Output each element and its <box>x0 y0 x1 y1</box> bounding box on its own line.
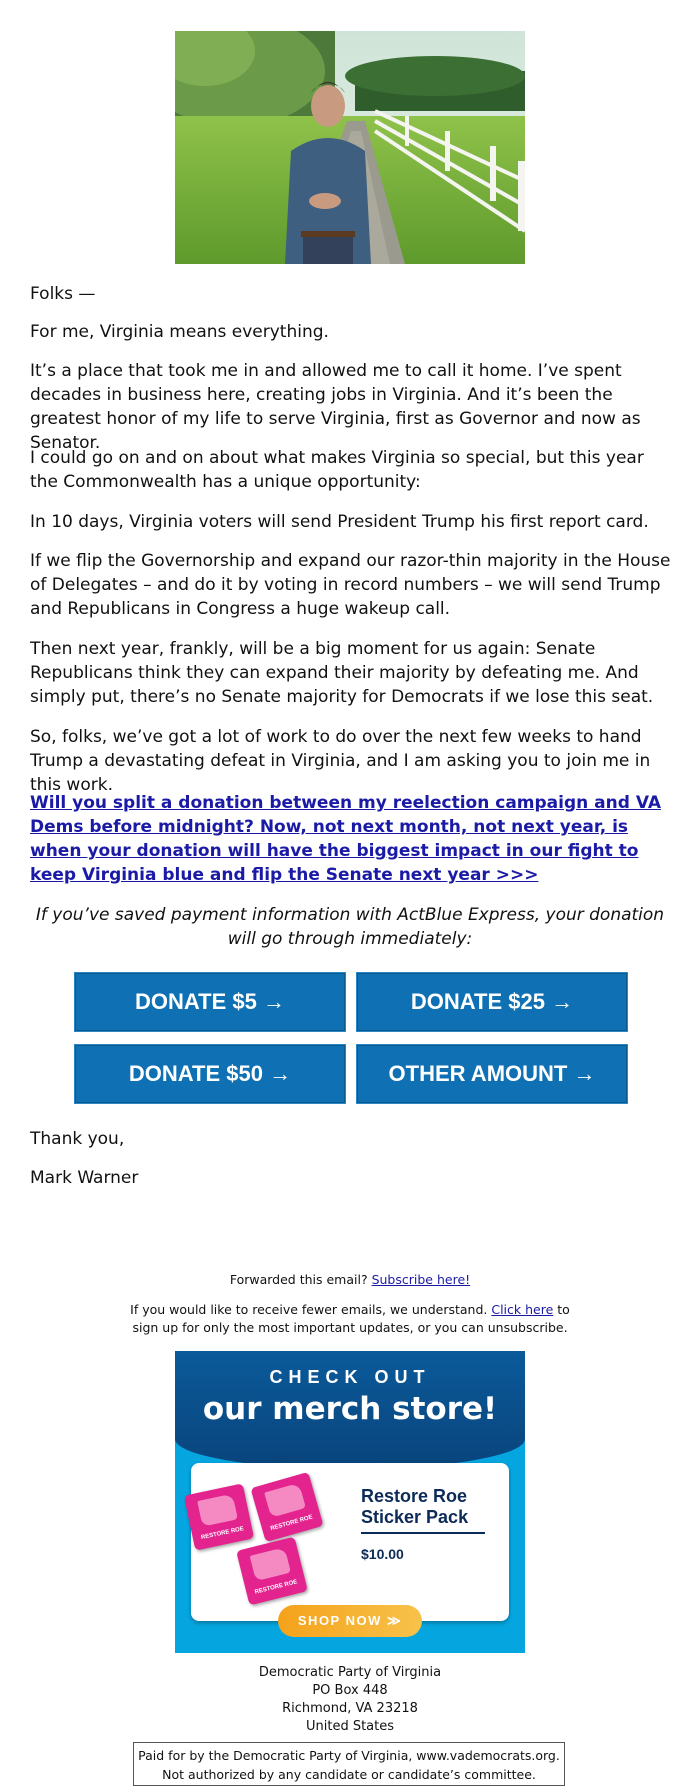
hero-photo-illustration <box>175 31 525 264</box>
merch-store-banner[interactable] <box>175 1351 525 1653</box>
address-line: Democratic Party of Virginia <box>258 1665 442 1680</box>
paragraph: In 10 days, Virginia voters will send President Trump his first report card. <box>30 512 649 532</box>
forwarded-text: Forwarded this email? <box>229 1272 368 1287</box>
click-here-link[interactable]: Click here <box>491 1302 554 1317</box>
product-price: $10.00 <box>361 1546 404 1562</box>
address-line: United States <box>305 1719 395 1734</box>
paragraph: I could go on and on about what makes Virginia so special, but this year the Commonwealth has a unique opportunity: <box>30 448 644 492</box>
donate-25-button[interactable]: DONATE $25 → <box>356 972 628 1032</box>
other-amount-button[interactable]: OTHER AMOUNT → <box>356 1044 628 1104</box>
forwarded-line <box>0 1271 700 1289</box>
fewer-emails-text: If you would like to receive fewer emails, we understand. <box>130 1302 488 1317</box>
donation-cta-link[interactable]: Will you split a donation between my reelection campaign and VA Dems before midnight? Now, not next month, not next year, is when your donation will have the biggest impact in our fight to keep Virginia blue and flip the Senate next year >>> <box>30 793 661 885</box>
paragraph: Then next year, frankly, will be a big moment for us again: Senate Republicans think they can expand their majority by defeating me. And simply put, there’s no Senate majority for Democrats if we lose this seat. <box>30 639 654 707</box>
merch-kicker: CHECK OUT <box>269 1367 431 1387</box>
donate-5-button[interactable]: DONATE $5 → <box>74 972 346 1032</box>
fewer-emails-line <box>0 1301 700 1319</box>
greeting: Folks — <box>30 284 96 304</box>
fewer-emails-to: to <box>557 1302 570 1317</box>
address-line: Richmond, VA 23218 <box>282 1701 418 1716</box>
map-shape-icon <box>264 1483 306 1518</box>
subscribe-link[interactable]: Subscribe here! <box>371 1272 471 1287</box>
disclaimer-line-2: Not authorized by any candidate or candidate’s committee. <box>162 1767 536 1782</box>
sticker-label: RESTORE ROE <box>254 1579 298 1596</box>
hero-photo <box>175 31 525 264</box>
fewer-emails-line-2: sign up for only the most important updates, or you can unsubscribe. <box>132 1320 568 1335</box>
merch-headline: our merch store! <box>202 1391 498 1427</box>
signoff: Thank you, <box>30 1129 125 1149</box>
product-divider <box>361 1532 485 1534</box>
sticker-label: RESTORE ROE <box>200 1526 245 1542</box>
paragraph: For me, Virginia means everything. <box>30 322 329 342</box>
paragraph: It’s a place that took me in and allowed me to call it home. I’ve spent decades in business here, creating jobs in Virginia. And it’s been the greatest honor of my life to serve Virginia, first as Governor and now as Senator. <box>30 361 641 453</box>
shop-now-button[interactable]: SHOP NOW ≫ <box>278 1605 422 1637</box>
address-line: PO Box 448 <box>312 1683 388 1698</box>
disclaimer-line-1: Paid for by the Democratic Party of Virginia, www.vademocrats.org. <box>138 1748 560 1763</box>
paid-for-disclaimer <box>133 1742 565 1786</box>
product-name: Restore Roe Sticker Pack <box>361 1486 469 1527</box>
actblue-express-note: If you’ve saved payment information with ActBlue Express, your donation will go through immediately: <box>35 905 665 949</box>
donate-50-button[interactable]: DONATE $50 → <box>74 1044 346 1104</box>
signature: Mark Warner <box>30 1168 139 1188</box>
sticker-label: RESTORE ROE <box>269 1514 314 1533</box>
map-shape-icon <box>197 1494 238 1527</box>
map-shape-icon <box>250 1547 291 1581</box>
paragraph: So, folks, we’ve got a lot of work to do over the next few weeks to hand Trump a devastating defeat in Virginia, and I am asking you to join me in this work. <box>30 727 651 795</box>
paragraph: If we flip the Governorship and expand our razor-thin majority in the House of Delegates – and do it by voting in record numbers – we will send Trump and Republicans in Congress a huge wakeup call. <box>30 551 671 619</box>
